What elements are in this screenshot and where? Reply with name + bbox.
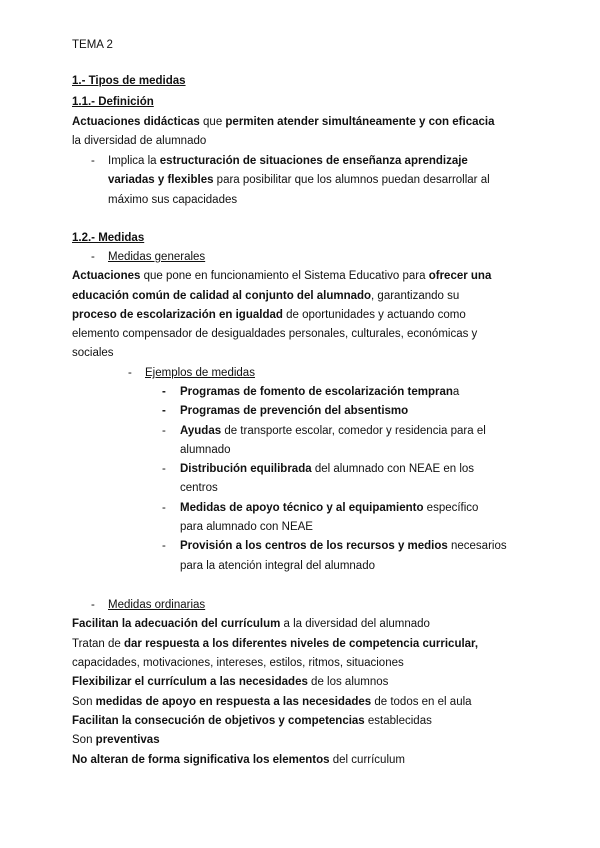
bullet-dash: - [162,463,166,475]
generales-line-5: sociales [72,347,114,359]
bold-text-run: Distribución equilibrada [180,463,312,475]
text-run: de transporte escolar, comedor y residencia para el [221,425,486,437]
text-run: Son [72,696,96,708]
text-run: del alumnado con NEAE en los [311,463,475,475]
bold-text-run: permiten atender simultáneamente y con eficacia [225,116,495,128]
bold-text-run: educación común de calidad al conjunto del alumnado [72,290,372,302]
bullet-dash: - [91,251,95,263]
bold-text-run: medidas de apoyo en respuesta a las necesidades [95,696,372,708]
bold-text-run: Provisión a los centros de los recursos y medios [180,540,448,552]
subheading-medidas-generales: Medidas generales [108,251,206,263]
ejemplo-item-3-line-1 [180,423,486,439]
ordinarias-line-8 [72,752,405,768]
header-text: TEMA 2 [72,39,113,51]
bold-text-run: proceso de escolarización en igualdad [72,309,283,321]
ejemplo-item-2 [180,403,408,419]
ordinarias-line-1 [72,616,430,632]
bold-text-run: No alteran de forma significativa los elementos [72,754,330,766]
generales-line-4: elemento compensador de desigualdades personales, culturales, económicas y [72,328,478,340]
text-run: , garantizando su [371,290,460,302]
definition-bullet-line-2 [108,172,490,188]
text-run: de oportunidades y actuando como [282,309,466,321]
bullet-dash: - [162,425,166,437]
text-run: establecidas [364,715,432,727]
ejemplo-item-6-line-1 [180,538,507,554]
bullet-dash: - [162,502,166,514]
definition-bullet-line-1 [108,153,468,169]
text-run: a la diversidad del alumnado [280,618,430,630]
ordinarias-line-4 [72,674,388,690]
text-run: del currículum [329,754,405,766]
generales-line-2 [72,288,459,304]
text-run: que pone en funcionamiento el Sistema Educativo para [140,270,429,282]
subheading-ejemplos-de-medidas: Ejemplos de medidas [145,367,255,379]
text-run: de todos en el aula [371,696,472,708]
bullet-dash: - [91,155,95,167]
text-run: que [199,116,226,128]
ordinarias-line-2 [72,636,478,652]
heading-medidas: 1.2.- Medidas [72,232,145,244]
ejemplo-item-4-line-1 [180,461,474,477]
bold-text-run: Actuaciones [72,270,141,282]
bold-text-run: Facilitan la adecuación del currículum [72,618,281,630]
bullet-dash: - [128,367,132,379]
ordinarias-line-5 [72,694,472,710]
definition-line-1 [72,114,494,130]
ejemplo-item-5-line-1 [180,500,478,516]
bold-text-run: variadas y flexibles [108,174,214,186]
bold-text-run: dar respuesta a los diferentes niveles de competencia curricular, [124,638,479,650]
generales-line-3 [72,307,466,323]
heading-tipos-de-medidas: 1.- Tipos de medidas [72,75,186,87]
ejemplo-item-6-line-2: para la atención integral del alumnado [180,560,375,572]
ejemplo-item-5-line-2: para alumnado con NEAE [180,521,313,533]
text-run: Son [72,734,96,746]
bold-text-run: estructuración de situaciones de enseñanza aprendizaje [159,155,468,167]
bold-text-run: Medidas de apoyo técnico y al equipamiento [180,502,424,514]
bold-text-run: Facilitan la consecución de objetivos y competencias [72,715,365,727]
bullet-dash: - [91,599,95,611]
ejemplo-item-1 [180,384,459,400]
bold-text-run: Programas de fomento de escolarización tempran [180,386,453,398]
text-run: Implica la [108,155,160,167]
generales-line-1 [72,268,491,284]
definition-line-2: la diversidad de alumnado [72,135,207,147]
bold-text-run: Programas de prevención del absentismo [180,405,409,417]
bold-text-run: preventivas [95,734,160,746]
ordinarias-line-6 [72,713,432,729]
definition-bullet-line-3: máximo sus capacidades [108,194,238,206]
subheading-medidas-ordinarias: Medidas ordinarias [108,599,206,611]
text-run: específico [423,502,479,514]
bullet-dash: - [162,405,166,417]
bold-text-run: Flexibilizar el currículum a las necesidades [72,676,308,688]
ejemplo-item-3-line-2: alumnado [180,444,231,456]
bold-text-run: Actuaciones didácticas [72,116,200,128]
bold-text-run: ofrecer una [428,270,492,282]
text-run: de los alumnos [307,676,389,688]
text-run: Tratan de [72,638,124,650]
bullet-dash: - [162,540,166,552]
text-run: para posibilitar que los alumnos puedan desarrollar al [213,174,490,186]
ordinarias-line-3: capacidades, motivaciones, intereses, estilos, ritmos, situaciones [72,657,404,669]
text-run: necesarios [447,540,507,552]
bold-text-run: Ayudas [180,425,222,437]
heading-definicion: 1.1.- Definición [72,96,154,108]
ordinarias-line-7 [72,732,160,748]
text-run: a [452,386,460,398]
ejemplo-item-4-line-2: centros [180,482,218,494]
bullet-dash: - [162,386,166,398]
